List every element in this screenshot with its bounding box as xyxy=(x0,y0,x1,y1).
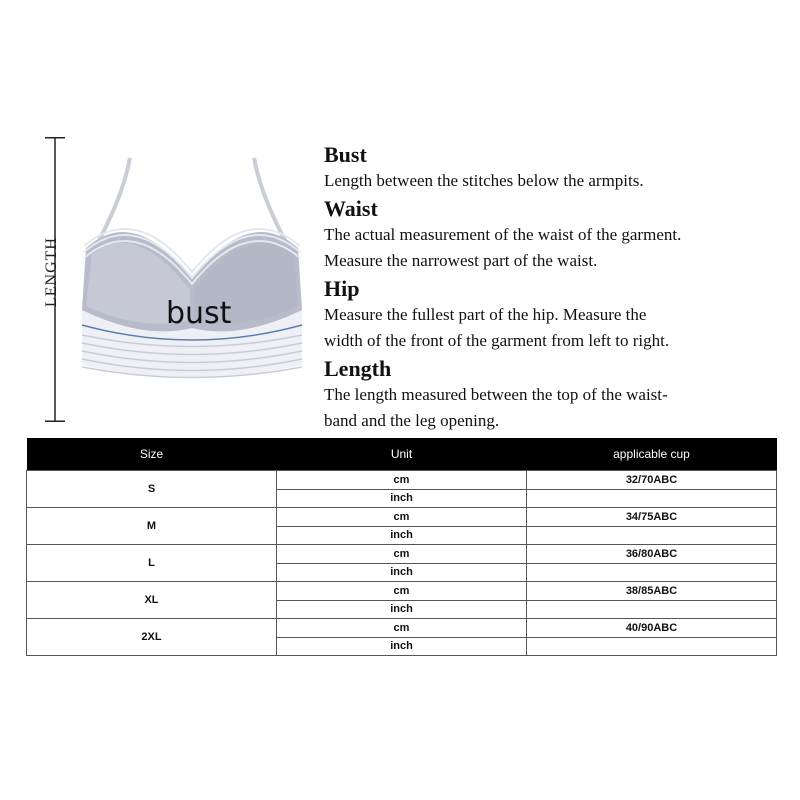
cup-cell-empty xyxy=(527,637,777,656)
unit-cell: cm xyxy=(277,508,527,527)
unit-cell: inch xyxy=(277,637,527,656)
def-text-hip-2: width of the front of the garment from left to right. xyxy=(324,331,670,350)
size-cell: XL xyxy=(27,582,277,619)
cup-cell: 38/85ABC xyxy=(527,582,777,601)
table-row xyxy=(27,619,777,638)
cup-cell: 34/75ABC xyxy=(527,508,777,527)
size-cell: 2XL xyxy=(27,619,277,656)
unit-cell: inch xyxy=(277,489,527,508)
def-text-waist-2: Measure the narrowest part of the waist. xyxy=(324,251,598,270)
table-row xyxy=(27,471,777,490)
header-size: Size xyxy=(27,438,277,471)
def-term-waist: Waist xyxy=(324,196,378,221)
def-text-length-2: band and the leg opening. xyxy=(324,411,500,430)
cup-cell-empty xyxy=(527,526,777,545)
cup-cell: 36/80ABC xyxy=(527,545,777,564)
unit-cell: cm xyxy=(277,619,527,638)
cup-cell: 40/90ABC xyxy=(527,619,777,638)
unit-cell: inch xyxy=(277,563,527,582)
unit-cell: inch xyxy=(277,526,527,545)
cup-cell-empty xyxy=(527,600,777,619)
cup-cell-empty xyxy=(527,563,777,582)
size-cell: L xyxy=(27,545,277,582)
table-row xyxy=(27,545,777,564)
def-text-length-1: The length measured between the top of the waist- xyxy=(324,385,668,404)
bust-label: bust xyxy=(166,296,232,331)
measurement-definitions xyxy=(324,142,794,436)
unit-cell: cm xyxy=(277,471,527,490)
def-term-length: Length xyxy=(324,356,392,381)
def-text-bust: Length between the stitches below the armpits. xyxy=(324,171,644,190)
unit-cell: cm xyxy=(277,582,527,601)
bra-illustration xyxy=(72,150,312,390)
table-row xyxy=(27,582,777,601)
size-cell: S xyxy=(27,471,277,508)
def-text-waist-1: The actual measurement of the waist of the garment. xyxy=(324,225,682,244)
unit-cell: inch xyxy=(277,600,527,619)
table-row xyxy=(27,508,777,527)
unit-cell: cm xyxy=(277,545,527,564)
cup-cell-empty xyxy=(527,489,777,508)
cup-cell: 32/70ABC xyxy=(527,471,777,490)
def-term-hip: Hip xyxy=(324,276,360,301)
size-table xyxy=(26,438,777,656)
def-term-bust: Bust xyxy=(324,142,367,167)
header-unit: Unit xyxy=(277,438,527,471)
length-label: LENGTH xyxy=(43,237,61,307)
header-cup: applicable cup xyxy=(527,438,777,471)
size-cell: M xyxy=(27,508,277,545)
size-table-header xyxy=(27,438,777,471)
def-text-hip-1: Measure the fullest part of the hip. Measure the xyxy=(324,305,647,324)
